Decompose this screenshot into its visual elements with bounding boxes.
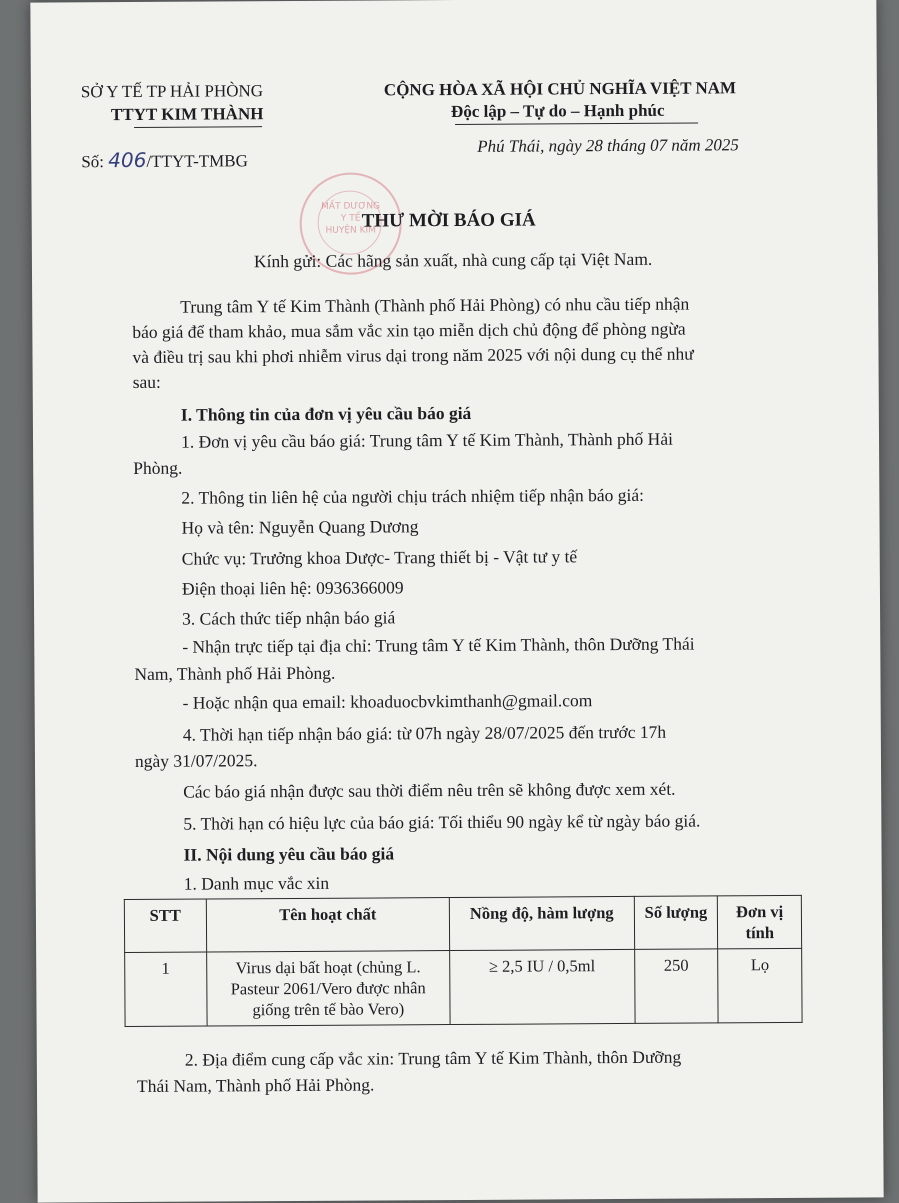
motto-underline xyxy=(455,123,698,125)
number-handwritten: 406 xyxy=(108,147,147,173)
header-active-ingredient: Tên hoạt chất xyxy=(206,898,450,952)
section1-item3: 3. Cách thức tiếp nhận báo giá xyxy=(182,607,396,629)
table-header-row xyxy=(124,895,801,952)
intro-line2: báo giá để tham khảo, mua sắm vắc xin tạo miễn dịch chủ động để phòng ngừa xyxy=(132,318,686,342)
contact-position: Chức vụ: Trưởng khoa Dược- Trang thiết bị - Vật tư y tế xyxy=(181,546,578,569)
table-row xyxy=(125,948,802,1026)
agency-line2: TTYT KIM THÀNH xyxy=(110,104,264,125)
number-prefix: Số: xyxy=(81,152,109,172)
motto: Độc lập – Tự do – Hạnh phúc xyxy=(450,100,665,122)
cell-concentration: ≥ 2,5 IU / 0,5ml xyxy=(450,949,635,1024)
number-suffix: /TTYT-TMBG xyxy=(146,151,248,171)
section1-item4-line1: 4. Thời hạn tiếp nhận báo giá: từ 07h ngày 28/07/2025 đến trước 17h xyxy=(182,721,667,745)
place-date: Phú Thái, ngày 28 tháng 07 năm 2025 xyxy=(477,135,739,156)
document-title: THƯ MỜI BÁO GIÁ xyxy=(361,209,536,232)
section2-heading: II. Nội dung yêu cầu báo giá xyxy=(183,843,395,865)
direct-address-line1: - Nhận trực tiếp tại địa chỉ: Trung tâm Y tế Kim Thành, thôn Dưỡng Thái xyxy=(182,633,695,657)
agency-line1: SỞ Y TẾ TP HẢI PHÒNG xyxy=(80,81,264,102)
section1-item4-line2: ngày 31/07/2025. xyxy=(134,750,258,771)
contact-phone: Điện thoại liên hệ: 0936366009 xyxy=(181,577,404,599)
header-unit: Đơn vị tính xyxy=(718,895,802,949)
intro-line1: Trung tâm Y tế Kim Thành (Thành phố Hải Phòng) có nhu cầu tiếp nhận xyxy=(180,293,690,317)
cell-quantity: 250 xyxy=(634,949,718,1024)
document-number xyxy=(81,147,248,172)
agency-underline xyxy=(134,126,262,128)
intro-line3: và điều trị sau khi phơi nhiễm virus dại trong năm 2025 với nội dung cụ thể như xyxy=(132,343,694,367)
document-page xyxy=(30,0,883,1203)
recipient: Kính gửi: Các hãng sản xuất, nhà cung cấp tại Việt Nam. xyxy=(253,248,653,272)
header-quantity: Số lượng xyxy=(634,896,718,950)
stamp-text: MẤT DƯƠNG Y TẾ HUYỆN KIM xyxy=(321,201,381,236)
direct-address-line2: Nam, Thành phố Hải Phòng. xyxy=(134,662,336,684)
email-line: - Hoặc nhận qua email: khoaduocbvkimthanh@gmail.com xyxy=(182,690,593,713)
vaccine-list-title: 1. Danh mục vắc xin xyxy=(183,872,330,894)
header-concentration: Nồng độ, hàm lượng xyxy=(449,896,634,950)
intro-line4: sau: xyxy=(132,371,161,392)
contact-name: Họ và tên: Nguyễn Quang Dương xyxy=(181,516,419,538)
cell-stt: 1 xyxy=(125,952,207,1026)
header-stt: STT xyxy=(124,899,206,952)
section1-heading: I. Thông tin của đơn vị yêu cầu báo giá xyxy=(180,402,472,425)
late-note: Các báo giá nhận được sau thời điểm nêu trên sẽ không được xem xét. xyxy=(183,778,676,802)
country-name: CỘNG HÒA XÃ HỘI CHỦ NGHĨA VIỆT NAM xyxy=(383,78,737,100)
section1-item2: 2. Thông tin liên hệ của người chịu trách nhiệm tiếp nhận báo giá: xyxy=(181,484,645,508)
cell-active-ingredient: Virus dại bất hoạt (chủng L. Pasteur 2061/Vero được nhân giống trên tế bào Vero) xyxy=(206,951,450,1026)
cell-unit: Lọ xyxy=(718,948,802,1023)
section1-item1-line1: 1. Đơn vị yêu cầu báo giá: Trung tâm Y tế Kim Thành, Thành phố Hải xyxy=(180,428,673,452)
section2-item2-line1: 2. Địa điểm cung cấp vắc xin: Trung tâm Y tế Kim Thành, thôn Dưỡng xyxy=(184,1046,682,1070)
section1-item5: 5. Thời hạn có hiệu lực của báo giá: Tối thiểu 90 ngày kể từ ngày báo giá. xyxy=(183,810,701,834)
section1-item1-line2: Phòng. xyxy=(133,457,183,478)
vaccine-table xyxy=(124,895,803,1027)
section2-item2-line2: Thái Nam, Thành phố Hải Phòng. xyxy=(136,1074,375,1096)
